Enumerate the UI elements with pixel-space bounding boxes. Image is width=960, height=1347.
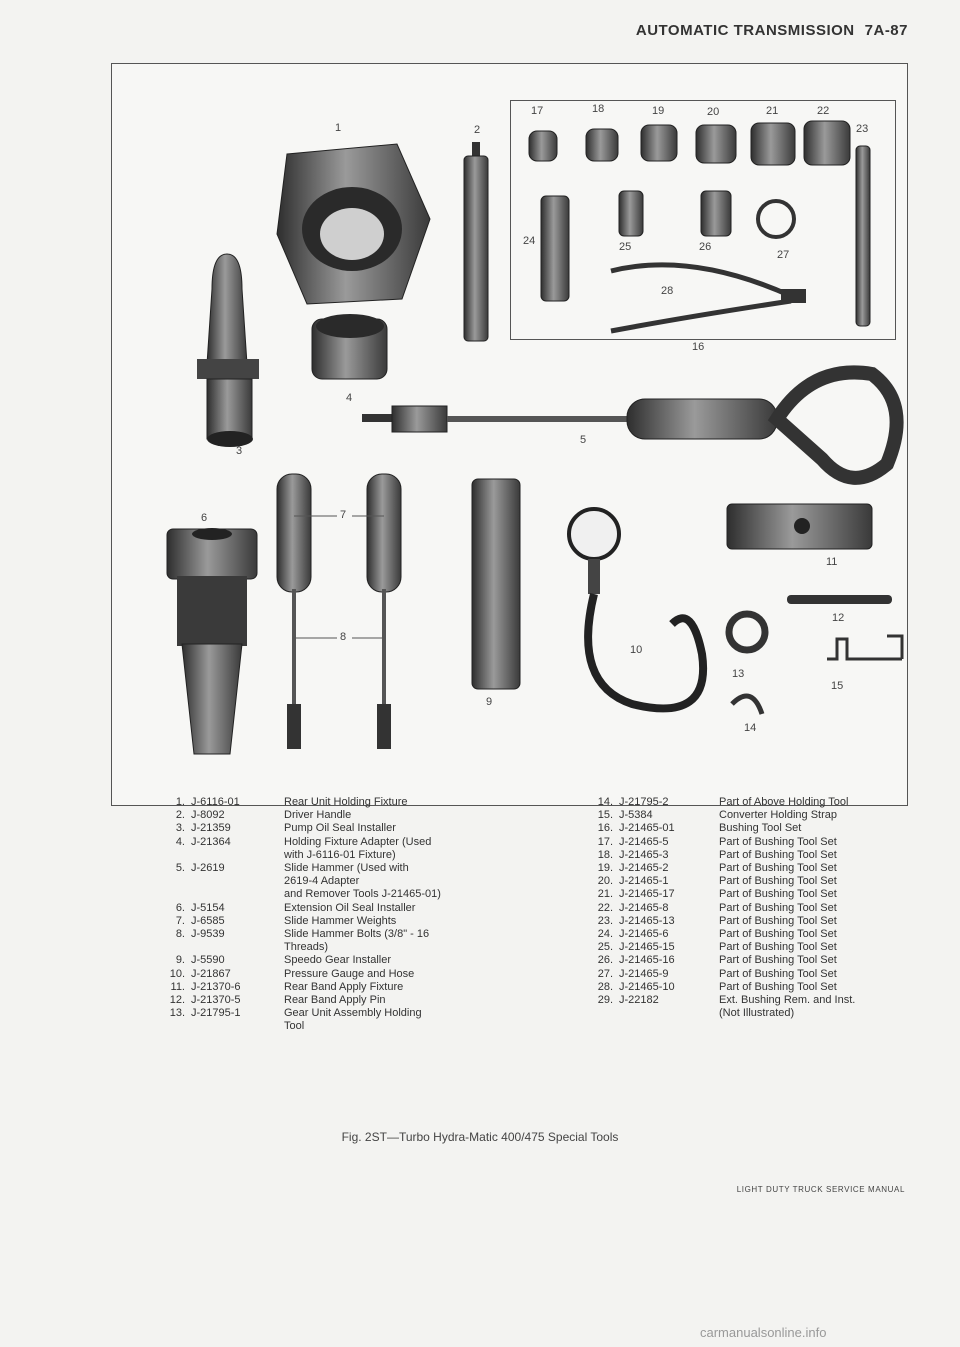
legend-row: 25. J-21465-15 Part of Bushing Tool Set <box>597 941 837 954</box>
converter-strap-tool <box>827 636 902 659</box>
callout-18: 18 <box>592 103 605 115</box>
callout-4: 4 <box>346 392 353 404</box>
speedo-gear-installer-tool <box>472 479 520 689</box>
driver-handle-tool <box>464 142 488 341</box>
legend-row: 26. J-21465-16 Part of Bushing Tool Set <box>597 954 837 967</box>
legend-row: 20. J-21465-1 Part of Bushing Tool Set <box>597 875 837 888</box>
callout-2: 2 <box>474 124 481 136</box>
callout-8: 8 <box>340 631 347 643</box>
legend-row: 1. J-6116-01 Rear Unit Holding Fixture <box>175 796 408 808</box>
legend-row: 15. J-5384 Converter Holding Strap <box>597 809 838 822</box>
legend-row: 14. J-21795-2 Part of Above Holding Tool <box>597 796 849 808</box>
callout-26: 26 <box>699 241 712 253</box>
callout-9: 9 <box>486 696 493 708</box>
legend-row: 6. J-5154 Extension Oil Seal Installer <box>175 901 416 914</box>
bushing-set-inset <box>510 100 896 340</box>
legend-row: 24. J-21465-6 Part of Bushing Tool Set <box>597 928 837 941</box>
hammer-weights-tool <box>277 474 401 749</box>
legend-row: 7. J-6585 Slide Hammer Weights <box>175 914 397 927</box>
callout-24: 24 <box>523 235 536 247</box>
legend-row: 27. J-21465-9 Part of Bushing Tool Set <box>597 967 837 980</box>
legend-row: 19. J-21465-2 Part of Bushing Tool Set <box>597 862 837 875</box>
page-footer: LIGHT DUTY TRUCK SERVICE MANUAL <box>736 1185 905 1194</box>
callout-23: 23 <box>856 123 869 135</box>
legend-row: 13. J-21795-1 Gear Unit Assembly Holding <box>169 1007 422 1020</box>
band-apply-pin-tool <box>787 595 892 604</box>
callout-15: 15 <box>831 680 844 692</box>
legend-row: 8. J-9539 Slide Hammer Bolts (3/8" - 16 <box>175 928 430 941</box>
legend-left <box>162 796 484 1034</box>
page-number: 7A-87 <box>864 22 908 39</box>
extension-seal-installer-tool <box>167 528 257 754</box>
callout-19: 19 <box>652 105 665 117</box>
callout-13: 13 <box>732 668 745 680</box>
callout-28: 28 <box>661 285 674 297</box>
legend-row: 18. J-21465-3 Part of Bushing Tool Set <box>597 848 837 861</box>
page-header <box>636 22 908 39</box>
legend-continuation: (Not Illustrated) <box>719 1007 795 1020</box>
legend-row: 28. J-21465-10 Part of Bushing Tool Set <box>597 980 837 993</box>
callout-5: 5 <box>580 434 587 446</box>
legend-row: 5. J-2619 Slide Hammer (Used with <box>175 862 409 875</box>
callout-25: 25 <box>619 241 632 253</box>
legend-row: 11. J-21370-6 Rear Band Apply Fixture <box>170 980 404 993</box>
legend-row: 9. J-5590 Speedo Gear Installer <box>175 954 392 967</box>
callout-20: 20 <box>707 106 720 118</box>
callout-7: 7 <box>340 509 347 521</box>
callout-11: 11 <box>826 556 838 568</box>
figure-caption: Fig. 2ST—Turbo Hydra-Matic 400/475 Special Tools <box>341 1130 619 1144</box>
callout-14: 14 <box>744 722 757 734</box>
adapter-ring-tool <box>312 314 387 379</box>
callout-21: 21 <box>766 105 779 117</box>
callout-1: 1 <box>335 122 342 134</box>
holding-fixture-tool <box>277 144 430 304</box>
callout-16: 16 <box>692 341 705 353</box>
legend-row: 17. J-21465-5 Part of Bushing Tool Set <box>597 835 837 848</box>
pump-seal-installer-tool <box>197 254 259 447</box>
legend-right <box>590 796 919 1020</box>
band-apply-fixture-tool <box>727 504 872 549</box>
bushing-set-illustration <box>511 101 895 339</box>
figure-frame <box>111 63 908 806</box>
gear-unit-holding-tool <box>729 614 765 714</box>
pressure-gauge-tool <box>569 509 703 708</box>
legend-continuation: Threads) <box>284 941 329 954</box>
callout-6: 6 <box>201 512 208 524</box>
legend-row: 12. J-21370-5 Rear Band Apply Pin <box>169 994 386 1007</box>
legend-continuation: Tool <box>284 1020 305 1033</box>
callout-10: 10 <box>630 644 643 656</box>
legend-row: 2. J-8092 Driver Handle <box>175 809 352 822</box>
legend-continuation: 2619-4 Adapter <box>284 875 360 888</box>
legend-row: 10. J-21867 Pressure Gauge and Hose <box>169 967 415 980</box>
callout-22: 22 <box>817 105 830 117</box>
legend-row: 22. J-21465-8 Part of Bushing Tool Set <box>597 901 837 914</box>
callout-27: 27 <box>777 249 790 261</box>
legend-row: 23. J-21465-13 Part of Bushing Tool Set <box>597 914 837 927</box>
legend-continuation: with J-6116-01 Fixture) <box>284 848 396 861</box>
legend-row: 29. J-22182 Ext. Bushing Rem. and Inst. <box>597 994 856 1007</box>
legend-row: 4. J-21364 Holding Fixture Adapter (Used <box>175 835 432 848</box>
legend-row: 16. J-21465-01 Bushing Tool Set <box>597 822 802 835</box>
legend-continuation: and Remover Tools J-21465-01) <box>284 888 441 901</box>
section-title: AUTOMATIC TRANSMISSION <box>635 22 855 39</box>
callout-12: 12 <box>832 612 845 624</box>
callout-17: 17 <box>531 105 544 117</box>
legend-row: 3. J-21359 Pump Oil Seal Installer <box>175 822 396 835</box>
legend-row: 21. J-21465-17 Part of Bushing Tool Set <box>597 888 837 901</box>
slide-hammer-tool <box>362 372 897 477</box>
callout-3: 3 <box>236 445 243 457</box>
watermark: carmanualsonline.info <box>700 1325 827 1340</box>
